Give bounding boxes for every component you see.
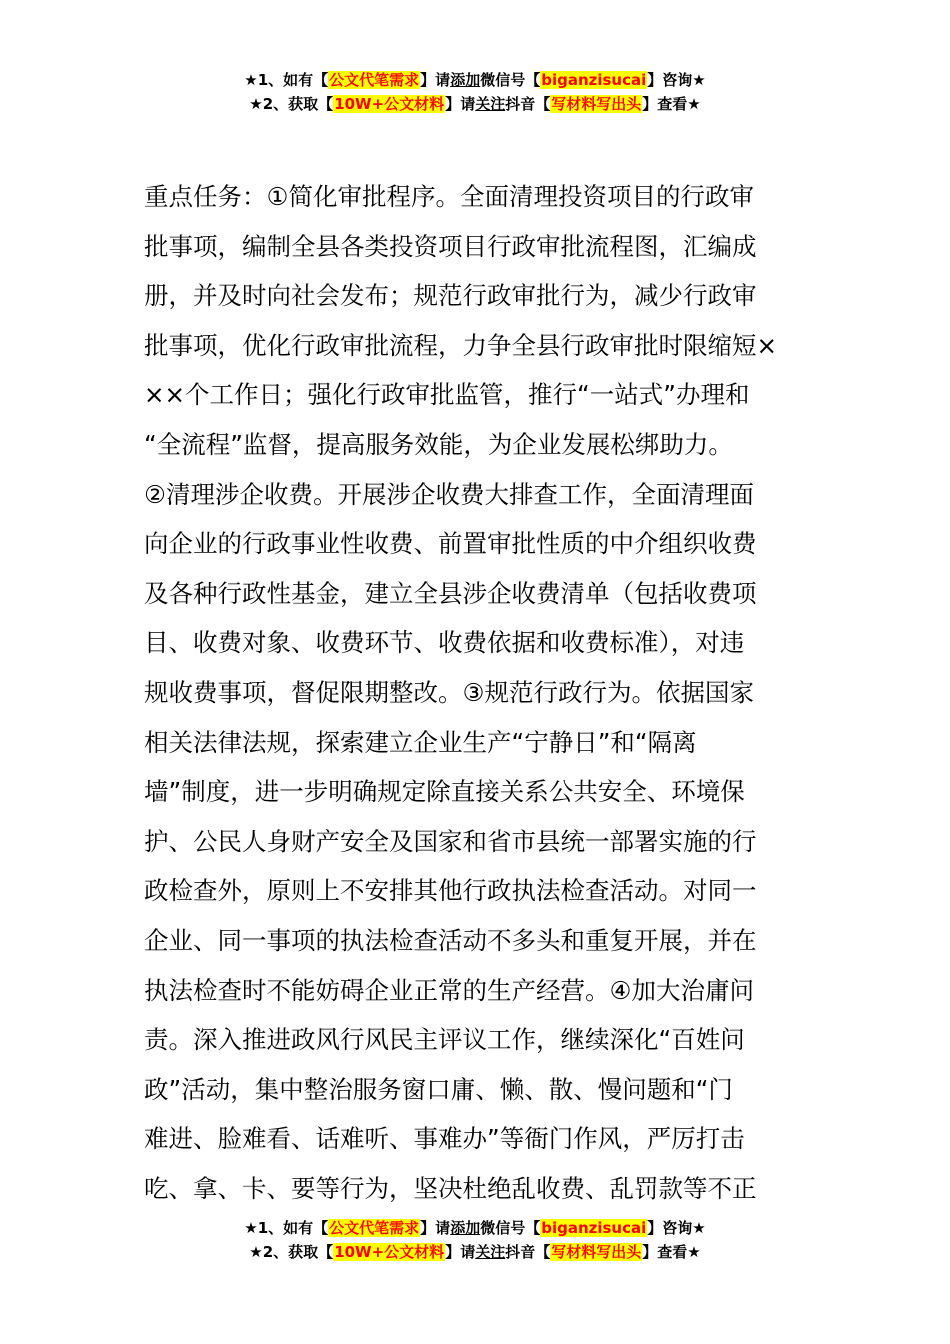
- document-body: [144, 172, 808, 1213]
- banner-highlight: 10W+公文材料: [334, 1243, 445, 1261]
- banner-underlined: 关注: [475, 1243, 506, 1261]
- text-line: 政检查外，原则上不安排其他行政执法检查活动。对同一: [144, 876, 757, 906]
- banner-underlined: 添加: [450, 1219, 481, 1237]
- text-line: 墙”制度，进一步明确规定除直接关系公共安全、环境保: [144, 777, 745, 807]
- banner-text: 】请: [420, 1219, 451, 1237]
- banner-line-2: [0, 1240, 950, 1264]
- banner-highlight: 写材料写出头: [551, 1243, 642, 1261]
- banner-text: ★1、如有【: [244, 71, 329, 89]
- text-line: 难进、脸难看、话难听、事难办”等衙门作风，严厉打击: [144, 1124, 745, 1154]
- banner-line-1: [0, 1216, 950, 1240]
- banner-text: 抖音【: [505, 95, 551, 113]
- banner-underlined: 关注: [475, 95, 506, 113]
- text-line: 重点任务：①简化审批程序。全面清理投资项目的行政审: [144, 182, 754, 211]
- banner-line-2: [0, 92, 950, 116]
- text-line: 相关法律法规，探索建立企业生产“宁静日”和“隔离: [144, 727, 697, 757]
- text-line: “全流程”监督，提高服务效能，为企业发展松绑助力。: [144, 429, 733, 459]
- text-line: 吃、拿、卡、要等行为，坚决杜绝乱收费、乱罚款等不正: [144, 1173, 757, 1203]
- text-line: 册，并及时向社会发布；规范行政审批行为，减少行政审: [144, 281, 757, 311]
- banner-text: 】查看★: [642, 95, 701, 113]
- text-line: ②清理涉企收费。开展涉企收费大排查工作，全面清理面: [144, 479, 754, 509]
- banner-highlight: biganzisucai: [541, 1219, 647, 1237]
- banner-text: 】请: [420, 71, 451, 89]
- banner-text: 微信号【: [480, 71, 541, 89]
- banner-text: 】咨询★: [647, 71, 706, 89]
- banner-text: ★2、获取【: [249, 95, 334, 113]
- text-line: 执法检查时不能妨碍企业正常的生产经营。④加大治庸问: [144, 975, 754, 1005]
- banner-line-1: [0, 68, 950, 92]
- text-line: ××个工作日；强化行政审批监管，推行“一站式”办理和: [144, 380, 750, 410]
- banner-highlight: 公文代笔需求: [329, 1219, 420, 1237]
- banner-text: 】请: [445, 1243, 476, 1261]
- text-line: 批事项，编制全县各类投资项目行政审批流程图，汇编成: [144, 231, 757, 261]
- text-line: 及各种行政性基金，建立全县涉企收费清单（包括收费项: [144, 578, 757, 608]
- text-line: 目、收费对象、收费环节、收费依据和收费标准），对违: [144, 628, 745, 658]
- text-line: 规收费事项，督促限期整改。③规范行政行为。依据国家: [144, 677, 754, 707]
- banner-highlight: 公文代笔需求: [329, 71, 420, 89]
- text-line: 护、公民人身财产安全及国家和省市县统一部署实施的行: [144, 826, 757, 856]
- text-line: 政”活动，集中整治服务窗口庸、懒、散、慢问题和“门: [144, 1074, 733, 1104]
- banner-text: 】请: [445, 95, 476, 113]
- banner-underlined: 添加: [450, 71, 481, 89]
- banner-highlight: 10W+公文材料: [334, 95, 445, 113]
- text-line: 责。深入推进政风行风民主评议工作，继续深化“百姓问: [144, 1025, 745, 1055]
- banner-text: 】查看★: [642, 1243, 701, 1261]
- header-banner: [0, 68, 950, 116]
- banner-highlight: 写材料写出头: [551, 95, 642, 113]
- banner-text: ★2、获取【: [249, 1243, 334, 1261]
- footer-banner: [0, 1216, 950, 1264]
- banner-text: 微信号【: [480, 1219, 541, 1237]
- banner-text: 抖音【: [505, 1243, 551, 1261]
- banner-highlight: biganzisucai: [541, 71, 647, 89]
- text-line: 企业、同一事项的执法检查活动不多头和重复开展，并在: [144, 925, 757, 955]
- banner-text: ★1、如有【: [244, 1219, 329, 1237]
- text-line: 批事项，优化行政审批流程，力争全县行政审批时限缩短×: [144, 330, 778, 360]
- text-line: 向企业的行政事业性收费、前置审批性质的中介组织收费: [144, 529, 757, 559]
- banner-text: 】咨询★: [647, 1219, 706, 1237]
